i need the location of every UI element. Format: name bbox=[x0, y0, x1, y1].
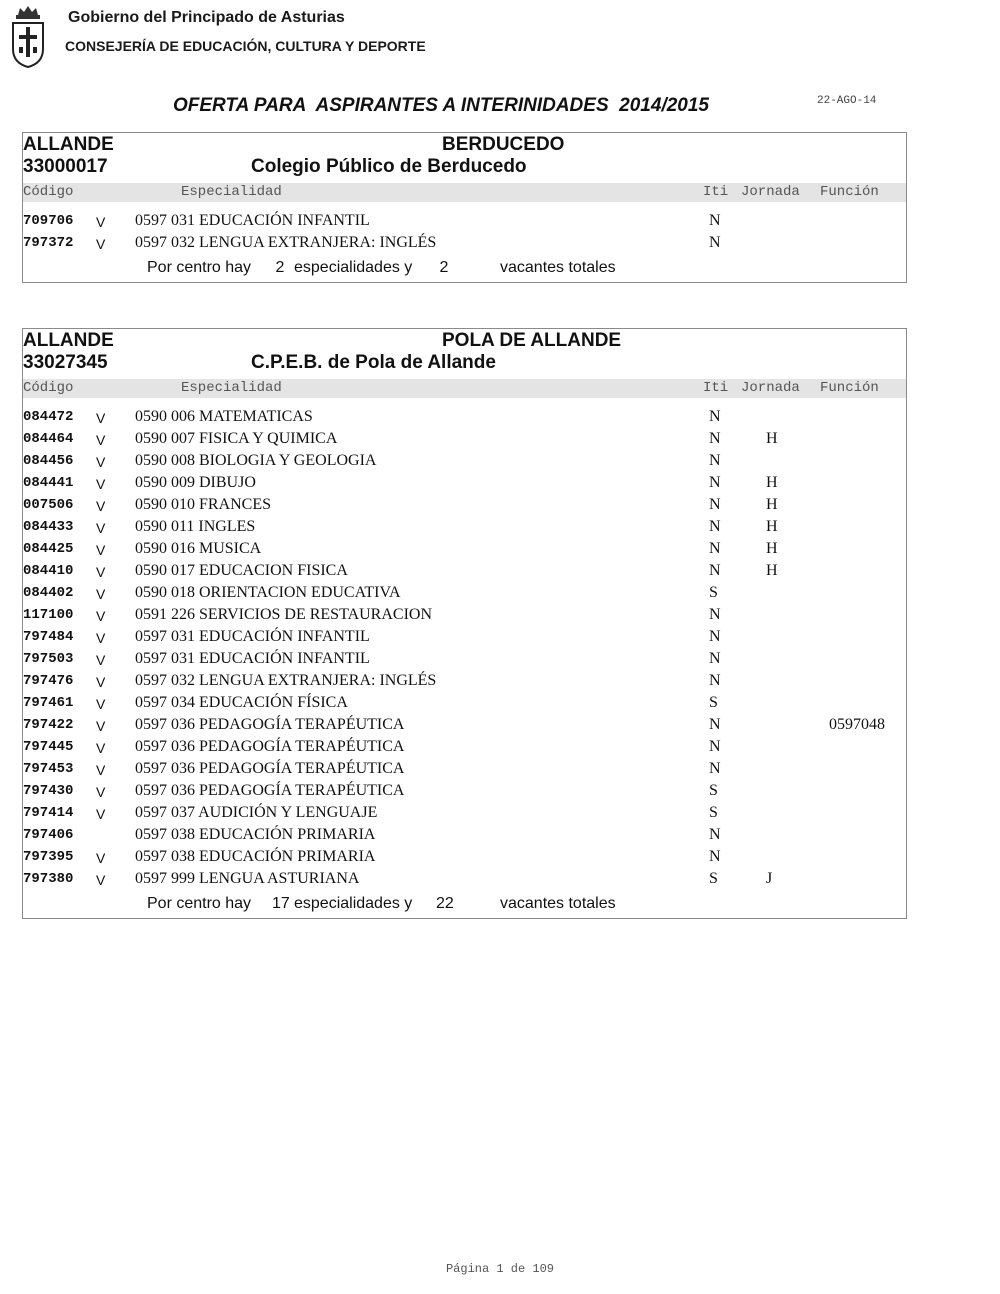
cell-codigo: 007506 bbox=[23, 497, 74, 513]
cell-codigo: 797422 bbox=[23, 717, 74, 733]
cell-iti: N bbox=[709, 650, 721, 667]
table-row bbox=[23, 628, 906, 650]
summary-suffix: vacantes totales bbox=[500, 895, 616, 912]
column-header bbox=[23, 379, 906, 398]
cell-iti: S bbox=[709, 694, 718, 711]
col-especialidad: Especialidad bbox=[181, 184, 282, 200]
cell-vacancy-flag: V bbox=[96, 850, 106, 866]
cell-vacancy-flag: V bbox=[96, 652, 106, 668]
cell-iti: N bbox=[709, 606, 721, 623]
rows bbox=[23, 202, 906, 256]
cell-vacancy-flag: V bbox=[96, 236, 106, 252]
summary-mid: especialidades y bbox=[294, 259, 413, 276]
cell-iti: N bbox=[709, 628, 721, 645]
cell-especialidad: 0597 032 LENGUA EXTRANJERA: INGLÉS bbox=[135, 234, 437, 251]
cell-vacancy-flag: V bbox=[96, 674, 106, 690]
municipality: ALLANDE bbox=[23, 134, 114, 155]
cell-codigo: 797461 bbox=[23, 695, 74, 711]
cell-iti: N bbox=[709, 452, 721, 469]
cell-iti: N bbox=[709, 430, 721, 447]
cell-vacancy-flag: V bbox=[96, 410, 106, 426]
cell-codigo: 117100 bbox=[23, 607, 74, 623]
cell-especialidad: 0590 006 MATEMATICAS bbox=[135, 408, 313, 425]
cell-vacancy-flag: V bbox=[96, 762, 106, 778]
cell-iti: N bbox=[709, 760, 721, 777]
cell-vacancy-flag: V bbox=[96, 740, 106, 756]
center-code: 33027345 bbox=[23, 352, 108, 373]
cell-iti: S bbox=[709, 870, 718, 887]
table-row bbox=[23, 694, 906, 716]
cell-iti: N bbox=[709, 496, 721, 513]
center-summary bbox=[23, 256, 906, 282]
table-row bbox=[23, 474, 906, 496]
cell-iti: N bbox=[709, 408, 721, 425]
table-row bbox=[23, 212, 906, 234]
cell-vacancy-flag: V bbox=[96, 718, 106, 734]
table-row bbox=[23, 826, 906, 848]
cell-vacancy-flag: V bbox=[96, 542, 106, 558]
summary-suffix: vacantes totales bbox=[500, 259, 616, 276]
cell-codigo: 084433 bbox=[23, 519, 74, 535]
table-row bbox=[23, 430, 906, 452]
asturias-coat-of-arms-logo bbox=[10, 5, 46, 69]
center-code: 33000017 bbox=[23, 156, 108, 177]
cell-especialidad: 0590 007 FISICA Y QUIMICA bbox=[135, 430, 338, 447]
table-row bbox=[23, 782, 906, 804]
cell-vacancy-flag: V bbox=[96, 498, 106, 514]
col-iti: Iti bbox=[703, 380, 729, 396]
cell-vacancy-flag: V bbox=[96, 454, 106, 470]
cell-jornada: H bbox=[766, 518, 778, 535]
cell-vacancy-flag: V bbox=[96, 432, 106, 448]
cell-especialidad: 0590 009 DIBUJO bbox=[135, 474, 256, 491]
cell-codigo: 709706 bbox=[23, 213, 74, 229]
cell-iti: N bbox=[709, 562, 721, 579]
cell-especialidad: 0597 038 EDUCACIÓN PRIMARIA bbox=[135, 826, 376, 843]
table-row bbox=[23, 672, 906, 694]
cell-codigo: 797445 bbox=[23, 739, 74, 755]
cell-jornada: H bbox=[766, 474, 778, 491]
cell-codigo: 797380 bbox=[23, 871, 74, 887]
cell-especialidad: 0590 008 BIOLOGIA Y GEOLOGIA bbox=[135, 452, 377, 469]
cell-especialidad: 0597 036 PEDAGOGÍA TERAPÉUTICA bbox=[135, 782, 405, 799]
col-funcion: Función bbox=[820, 380, 879, 396]
cell-vacancy-flag: V bbox=[96, 784, 106, 800]
locality: POLA DE ALLANDE bbox=[442, 330, 622, 351]
cell-codigo: 797484 bbox=[23, 629, 74, 645]
rows bbox=[23, 398, 906, 892]
cell-iti: N bbox=[709, 738, 721, 755]
table-row bbox=[23, 234, 906, 256]
summary-vacantes: 2 bbox=[439, 259, 449, 276]
cell-iti: N bbox=[709, 212, 721, 229]
cell-especialidad: 0597 034 EDUCACIÓN FÍSICA bbox=[135, 694, 348, 711]
col-iti: Iti bbox=[703, 184, 729, 200]
table-row bbox=[23, 518, 906, 540]
table-row bbox=[23, 760, 906, 782]
cell-iti: S bbox=[709, 804, 718, 821]
table-row bbox=[23, 562, 906, 584]
cell-funcion: 0597048 bbox=[829, 716, 885, 733]
column-header bbox=[23, 183, 906, 202]
cell-codigo: 797372 bbox=[23, 235, 74, 251]
summary-mid: especialidades y bbox=[294, 895, 413, 912]
cell-jornada: H bbox=[766, 496, 778, 513]
table-row bbox=[23, 738, 906, 760]
org-subtitle: CONSEJERÍA DE EDUCACIÓN, CULTURA Y DEPORTE bbox=[65, 38, 426, 54]
table-row bbox=[23, 606, 906, 628]
center-block bbox=[22, 132, 907, 283]
cell-iti: N bbox=[709, 234, 721, 251]
municipality: ALLANDE bbox=[23, 330, 114, 351]
table-row bbox=[23, 584, 906, 606]
cell-especialidad: 0597 031 EDUCACIÓN INFANTIL bbox=[135, 212, 370, 229]
table-row bbox=[23, 848, 906, 870]
cell-codigo: 797503 bbox=[23, 651, 74, 667]
table-row bbox=[23, 496, 906, 518]
center-summary bbox=[23, 892, 906, 918]
cell-vacancy-flag: V bbox=[96, 214, 106, 230]
cell-especialidad: 0590 017 EDUCACION FISICA bbox=[135, 562, 348, 579]
cell-iti: S bbox=[709, 782, 718, 799]
col-jornada: Jornada bbox=[741, 184, 800, 200]
center-name: Colegio Público de Berducedo bbox=[251, 156, 527, 177]
table-row bbox=[23, 716, 906, 738]
page-number: Página 1 de 109 bbox=[445, 1262, 555, 1276]
col-especialidad: Especialidad bbox=[181, 380, 282, 396]
cell-vacancy-flag: V bbox=[96, 476, 106, 492]
cell-vacancy-flag: V bbox=[96, 696, 106, 712]
table-row bbox=[23, 408, 906, 430]
cell-iti: N bbox=[709, 716, 721, 733]
cell-codigo: 797476 bbox=[23, 673, 74, 689]
table-row bbox=[23, 870, 906, 892]
cell-especialidad: 0591 226 SERVICIOS DE RESTAURACION bbox=[135, 606, 433, 623]
cell-vacancy-flag: V bbox=[96, 872, 106, 888]
cell-iti: N bbox=[709, 474, 721, 491]
col-jornada: Jornada bbox=[741, 380, 800, 396]
cell-iti: N bbox=[709, 672, 721, 689]
cell-codigo: 797414 bbox=[23, 805, 74, 821]
cell-especialidad: 0597 037 AUDICIÓN Y LENGUAJE bbox=[135, 804, 378, 821]
cell-codigo: 797453 bbox=[23, 761, 74, 777]
cell-iti: N bbox=[709, 826, 721, 843]
center-block bbox=[22, 328, 907, 919]
cell-jornada: H bbox=[766, 430, 778, 447]
cell-codigo: 084441 bbox=[23, 475, 74, 491]
cell-especialidad: 0597 031 EDUCACIÓN INFANTIL bbox=[135, 628, 370, 645]
cell-especialidad: 0597 031 EDUCACIÓN INFANTIL bbox=[135, 650, 370, 667]
col-funcion: Función bbox=[820, 184, 879, 200]
cell-especialidad: 0597 036 PEDAGOGÍA TERAPÉUTICA bbox=[135, 716, 405, 733]
table-row bbox=[23, 804, 906, 826]
col-codigo: Código bbox=[23, 380, 74, 396]
org-title: Gobierno del Principado de Asturias bbox=[68, 9, 345, 26]
summary-prefix: Por centro hay bbox=[147, 895, 252, 912]
cell-codigo: 084425 bbox=[23, 541, 74, 557]
summary-especialidades: 2 bbox=[275, 259, 285, 276]
cell-jornada: H bbox=[766, 562, 778, 579]
cell-vacancy-flag: V bbox=[96, 608, 106, 624]
document-date: 22-AGO-14 bbox=[817, 95, 877, 107]
cell-codigo: 797395 bbox=[23, 849, 74, 865]
locality: BERDUCEDO bbox=[442, 134, 565, 155]
cell-codigo: 084472 bbox=[23, 409, 74, 425]
cell-codigo: 084464 bbox=[23, 431, 74, 447]
cell-vacancy-flag: V bbox=[96, 586, 106, 602]
summary-vacantes: 22 bbox=[436, 895, 454, 912]
cell-iti: N bbox=[709, 848, 721, 865]
cell-iti: N bbox=[709, 518, 721, 535]
table-row bbox=[23, 452, 906, 474]
cell-especialidad: 0597 038 EDUCACIÓN PRIMARIA bbox=[135, 848, 376, 865]
cell-especialidad: 0597 036 PEDAGOGÍA TERAPÉUTICA bbox=[135, 760, 405, 777]
cell-vacancy-flag: V bbox=[96, 806, 106, 822]
cell-vacancy-flag: V bbox=[96, 520, 106, 536]
cell-jornada: H bbox=[766, 540, 778, 557]
cell-codigo: 084402 bbox=[23, 585, 74, 601]
table-row bbox=[23, 650, 906, 672]
summary-especialidades: 17 bbox=[272, 895, 290, 912]
cell-especialidad: 0597 036 PEDAGOGÍA TERAPÉUTICA bbox=[135, 738, 405, 755]
cell-codigo: 084456 bbox=[23, 453, 74, 469]
cell-especialidad: 0590 018 ORIENTACION EDUCATIVA bbox=[135, 584, 401, 601]
cell-codigo: 797430 bbox=[23, 783, 74, 799]
cell-vacancy-flag: V bbox=[96, 630, 106, 646]
summary-prefix: Por centro hay bbox=[147, 259, 252, 276]
cell-codigo: 797406 bbox=[23, 827, 74, 843]
cell-especialidad: 0590 016 MUSICA bbox=[135, 540, 262, 557]
col-codigo: Código bbox=[23, 184, 74, 200]
cell-iti: N bbox=[709, 540, 721, 557]
cell-especialidad: 0597 032 LENGUA EXTRANJERA: INGLÉS bbox=[135, 672, 437, 689]
cell-vacancy-flag: V bbox=[96, 564, 106, 580]
cell-codigo: 084410 bbox=[23, 563, 74, 579]
table-row bbox=[23, 540, 906, 562]
center-name: C.P.E.B. de Pola de Allande bbox=[251, 352, 496, 373]
cell-especialidad: 0597 999 LENGUA ASTURIANA bbox=[135, 870, 360, 887]
document-title: OFERTA PARA ASPIRANTES A INTERINIDADES 2014/2015 bbox=[173, 95, 709, 116]
cell-iti: S bbox=[709, 584, 718, 601]
cell-especialidad: 0590 011 INGLES bbox=[135, 518, 256, 535]
cell-especialidad: 0590 010 FRANCES bbox=[135, 496, 272, 513]
cell-jornada: J bbox=[766, 870, 773, 887]
